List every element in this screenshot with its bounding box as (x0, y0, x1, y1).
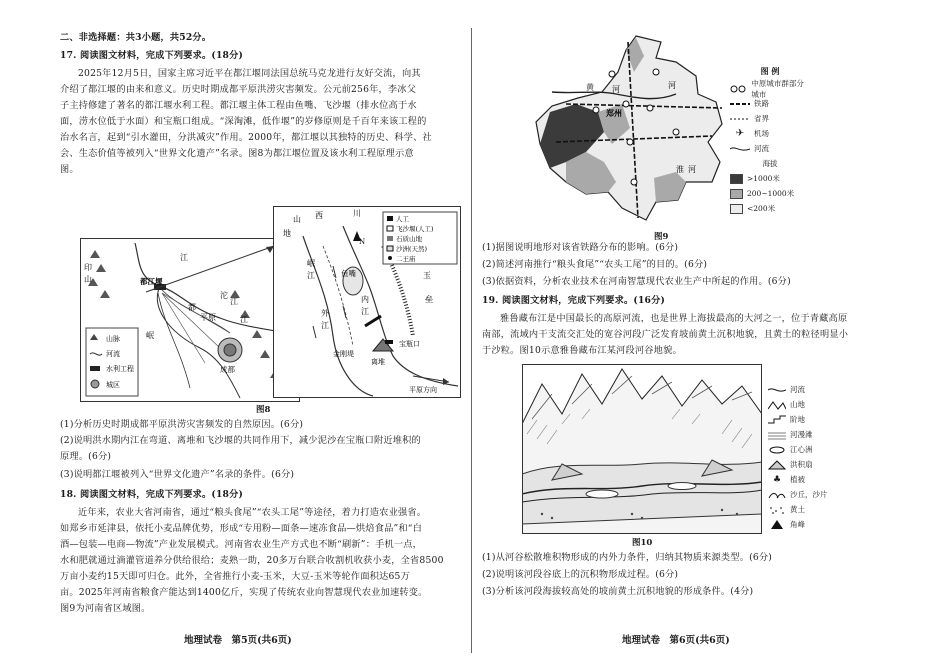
inset-label: 都江堰 (140, 277, 163, 286)
q19-title: 19. 阅读图文材料，完成下列要求。(16分) (482, 295, 666, 306)
inset-label: 成都 (220, 365, 235, 374)
legend-item (730, 186, 810, 201)
legend-item: 河漫滩 (768, 427, 858, 442)
q17-para-line: 治水名言，起到“引水灌田，分洪减灾”作用。2000年，都江堰以其独特的历史、科学、社 (60, 132, 432, 143)
q17-para-line: 2025年12月5日，国家主席习近平在都江堰同法国总统马克龙进行友好交流，向其 (78, 68, 421, 79)
q17-para-line: 图。 (60, 164, 79, 175)
inset-label: 都 (188, 303, 196, 312)
legend-item: 山地 (768, 397, 858, 412)
map-label: 河 (688, 165, 696, 174)
q19-para-line: 雅鲁藏布江是中国最长的高原河流，也是世界上海拔最高的大河之一，位于青藏高原 (500, 313, 848, 324)
q18-title: 18. 阅读图文材料，完成下列要求。(18分) (60, 489, 244, 500)
legend-item (730, 78, 810, 99)
legend-item (730, 141, 810, 156)
q18-para-line: 图9为河南省区域图。 (60, 603, 151, 614)
inset-label: 岷 (146, 331, 154, 340)
q18-para-line: 万亩小麦约15天即可归仓。此外，全省推行小麦-玉米，大豆-玉米等轮作面积达65万 (60, 571, 410, 582)
legend-item: 黄土 (768, 502, 858, 517)
right-footer: 地理试卷 第6页(共6页) (622, 635, 730, 646)
detail-label: 地 (283, 229, 291, 238)
inset-legend-label: 山脉 (106, 335, 120, 343)
detail-label: 岷 (307, 259, 315, 268)
q19-question: (2)说明该河段谷底上的沉积物形成过程。(6分) (482, 569, 679, 580)
q17-question: (2)说明洪水期内江在弯道、离堆和飞沙堰的共同作用下，减少泥沙在宝瓶口附近堆积的 (60, 435, 421, 446)
figure10-caption: 图10 (632, 538, 653, 548)
figure9-caption: 图9 (654, 232, 669, 242)
map-label: 黄 (586, 83, 594, 92)
q17-question: (1)分析历史时期成都平原洪涝灾害频发的自然原因。(6分) (60, 419, 304, 430)
detail-label: 鱼嘴 (341, 269, 356, 278)
q19-question: (1)从河谷松散堆积物形成的内外力条件，归纳其物质来源类型。(6分) (482, 552, 773, 563)
legend-item: 沙丘，沙片 (768, 487, 858, 502)
legend-label: 河流 (754, 144, 769, 153)
detail-label: 江 (321, 321, 329, 330)
inset-legend-label: 河流 (106, 350, 120, 358)
inset-label: 平原 (200, 313, 216, 322)
q19-question: (3)分析该河段海拔较高处的坡前黄土沉积地貌的形成条件。(4分) (482, 586, 754, 597)
legend-label: >1000米 (747, 174, 780, 183)
swatch-mid (730, 189, 743, 199)
svg-text:N: N (359, 238, 366, 246)
q18-para-line: 近年来，农业大省河南省，通过“粮头食尾”“农头工尾”等途径，着力打造农业强省。 (78, 507, 427, 518)
map-label: 淮 (676, 165, 684, 174)
q18-question: (3)依据资料，分析农业技术在河南智慧现代农业生产中所起的作用。(6分) (482, 276, 791, 287)
figure9-henan-map (526, 32, 746, 228)
inset-label: 江 (230, 297, 238, 306)
map-label: 郑州 (606, 108, 622, 118)
detail-label: 山 (293, 215, 301, 224)
left-footer: 地理试卷 第5页(共6页) (184, 635, 292, 646)
legend-label: 省界 (754, 114, 769, 123)
q17-para-line: 会、生态价值等被列入“世界文化遗产”名录。图8为都江堰位置及该水利工程原理示意 (60, 148, 414, 159)
legend-label: 海拔 (762, 159, 778, 168)
legend-item: 河流 (768, 382, 858, 397)
pointer-arrow (140, 240, 280, 300)
q18-para-line: 水和肥就通过滴灌管道养分供给很给；麦熟一助，20多万台联合收割机收获小麦，全省8500 (60, 555, 444, 566)
q18-para-line: 如郑乡市延津县，依托小麦品牌优势，形成“专用粉—面条—速冻食品—烘焙食品”和“白 (60, 523, 423, 534)
q18-para-line: 亩。2025年河南省粮食产能达到1400亿斤，实现了传统农业向智慧现代农业加速转变。 (60, 587, 428, 598)
detail-label: 江 (307, 271, 315, 280)
q17-para-line: 面，涝水位低于水面）和宝瓶口组成。“深淘滩，低作堰”的岁修原则是千百年来该工程的 (60, 116, 427, 127)
legend-label: 中原城市群部分城市 (751, 78, 804, 99)
detail-label: 玉 (423, 271, 431, 280)
right-page (482, 0, 922, 672)
inset-label: 印 (84, 263, 92, 272)
detail-label: 垒 (425, 295, 433, 304)
legend-item (730, 111, 810, 126)
legend-item: 洪积扇 (768, 457, 858, 472)
detail-legend-label: 人工 (396, 215, 409, 223)
map-label: 河 (668, 81, 676, 90)
q18-para-line: 酒—包装—电商—物流”产业发展模式。河南省农业生产方式也不断“刷新”：手机一点， (60, 539, 423, 550)
inset-legend-label: 水利工程 (106, 365, 134, 373)
legend-item: 角峰 (768, 517, 858, 532)
tree-icon: ♣ (772, 474, 782, 485)
legend-item (730, 171, 810, 186)
detail-label: 宝瓶口 (399, 340, 420, 348)
inset-label: 沱 (220, 291, 228, 300)
q17-title: 17. 阅读图文材料，完成下列要求。(18分) (60, 50, 244, 61)
q17-para-line: 介绍了都江堰的由来和意义。历史时期成都平原洪涝灾害频发。公元前256年，李冰父 (60, 84, 417, 95)
detail-label: 离堆 (371, 358, 385, 366)
swatch-light (730, 204, 743, 214)
page-divider (471, 28, 472, 653)
detail-legend-label: 飞沙堰(人工) (396, 225, 434, 233)
inset-label: 山 (84, 275, 92, 284)
inset-label: 江 (240, 315, 248, 324)
legend-item (730, 126, 810, 141)
figure8-detail-diagram (273, 206, 461, 398)
map-label: 河 (612, 85, 620, 94)
left-page (60, 0, 470, 672)
figure10-legend (768, 382, 858, 532)
figure10-valley-sketch (522, 364, 762, 534)
q18-question: (1)据图说明地形对该省铁路分布的影响。(6分) (482, 242, 679, 253)
legend-title: 图 例 (760, 66, 780, 76)
figure8-caption: 图8 (256, 405, 271, 415)
legend-label: 200~1000米 (747, 189, 795, 198)
q17-para-line: 子主持修建了著名的都江堰水利工程。都江堰主体工程由鱼嘴、飞沙堰（排水位高于水 (60, 100, 417, 111)
swatch-dark (730, 174, 743, 184)
detail-label: 西 (315, 211, 323, 220)
detail-legend-label: 沙洲(天然) (396, 245, 428, 253)
detail-label: 川 (353, 209, 361, 218)
q19-para-line: 于沙粒。图10示意雅鲁藏布江某河段河谷地貌。 (482, 345, 682, 356)
section-heading: 二、非选择题：共3小题，共52分。 (60, 32, 212, 43)
legend-label: 机场 (754, 129, 769, 138)
legend-item (730, 156, 810, 171)
legend-item: 江心洲 (768, 442, 858, 457)
inset-legend-label: 城区 (106, 381, 120, 389)
detail-label: 江 (361, 307, 369, 316)
legend-label: 铁路 (754, 99, 769, 108)
detail-label: 金刚堤 (333, 350, 354, 358)
q19-para-line: 南部，流域内干支流交汇处的宽谷河段广泛发育坡前黄土沉积地貌，且黄土的粒径明显小 (482, 329, 849, 340)
legend-label: <200米 (747, 204, 776, 213)
airplane-icon: ✈ (735, 128, 745, 139)
inset-label: 江 (180, 253, 188, 262)
legend-item: 阶地 (768, 412, 858, 427)
detail-label: 外 (321, 309, 329, 318)
q17-question: 原理。(6分) (60, 451, 112, 462)
detail-legend-label: 石质山地 (396, 235, 422, 243)
detail-label: 平原方向 (409, 386, 437, 394)
legend-item (730, 201, 810, 216)
q17-question: (3)说明都江堰被列入“世界文化遗产”名录的条件。(6分) (60, 469, 295, 480)
detail-label: 内 (361, 295, 369, 304)
detail-legend-label: 二王庙 (396, 255, 416, 263)
legend-item: ♣ 植被 (768, 472, 858, 487)
figure9-legend (730, 66, 810, 216)
q18-question: (2)简述河南推行“粮头食尾”“农头工尾”的目的。(6分) (482, 259, 708, 270)
